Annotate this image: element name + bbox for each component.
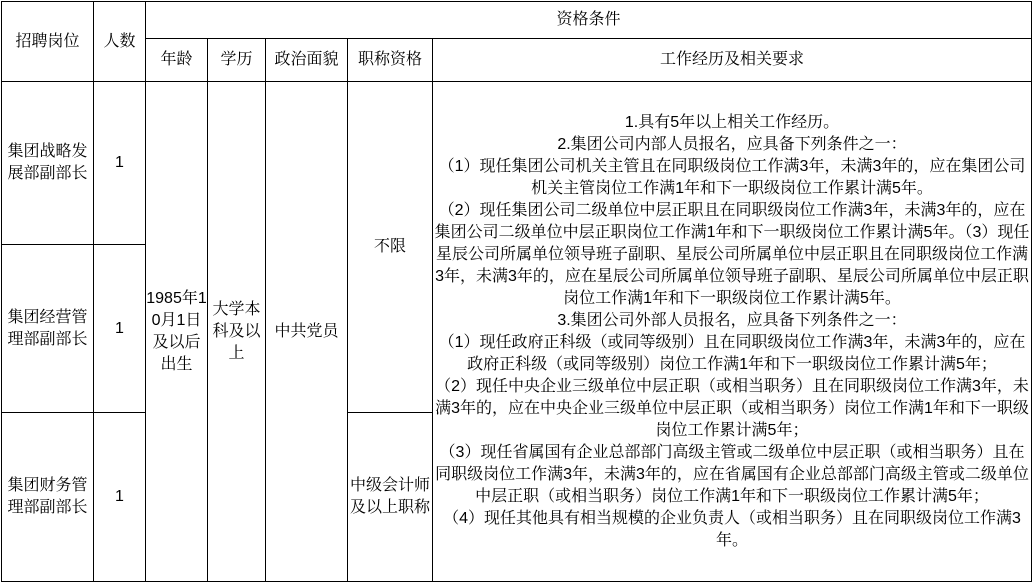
experience-paragraph: （4）现任其他具有相当规模的企业负责人（或相当职务）且在同职级岗位工作满3年。: [443, 509, 1021, 549]
title-qual-cell-rows-1-2: 不限: [348, 82, 433, 413]
position-title-1: 集团战略发展部副部长: [2, 82, 94, 245]
experience-paragraph: 3.集团公司外部人员报名，应具备下列条件之一：: [557, 311, 907, 329]
header-title-qual: 职称资格: [348, 39, 433, 82]
header-qualification: 资格条件: [146, 2, 1032, 39]
header-position: 招聘岗位: [2, 2, 94, 82]
position-count-2: 1: [94, 245, 146, 413]
header-row-2: [2, 39, 1032, 82]
header-experience: 工作经历及相关要求: [433, 39, 1032, 82]
position-title-3: 集团财务管理部副部长: [2, 413, 94, 582]
political-cell: 中共党员: [266, 82, 348, 582]
position-count-1: 1: [94, 82, 146, 245]
experience-cell: [433, 82, 1032, 582]
header-count: 人数: [94, 2, 146, 82]
position-title-2: 集团经营管理部副部长: [2, 245, 94, 413]
recruitment-table: [1, 1, 1032, 582]
experience-paragraph: （3）现任省属国有企业总部部门高级主管或二级单位中层正职（或相当职务）且在同职级岗位工作满3年，未满3年的，应在省属国有企业总部部门高级主管或二级单位中层正职（或相当职务）岗位工作满1年和下一职级岗位工作累计满5年；: [435, 443, 1029, 505]
table-row: [2, 82, 1032, 245]
experience-paragraph: （1）现任集团公司机关主管且在同职级岗位工作满3年，未满3年的，应在集团公司机关主管岗位工作满1年和下一职级岗位工作累计满5年。: [438, 157, 1026, 197]
title-qual-cell-row-3: 中级会计师及以上职称: [348, 413, 433, 582]
experience-paragraph: 2.集团公司内部人员报名，应具备下列条件之一：: [557, 135, 907, 153]
header-row-1: [2, 2, 1032, 39]
age-cell: 1985年10月1日及以后出生: [146, 82, 208, 582]
experience-paragraph: （2）现任中央企业三级单位中层正职（或相当职务）且在同职级岗位工作满3年，未满3年的，应在中央企业三级单位中层正职（或相当职务）岗位工作满1年和下一职级岗位工作累计满5年；: [435, 377, 1029, 439]
experience-paragraph: （2）现任集团公司二级单位中层正职且在同职级岗位工作满3年，未满3年的，应在集团公司二级单位中层正职岗位工作满1年和下一职级岗位工作累计满5年。（3）现任星辰公司所属单位领导班子副职、星辰公司所属单位中层正职且在同职级岗位工作满3年，未满3年的，应在星辰公司所属单位领导班子副职、星辰公司所属单位中层正职岗位工作满1年和下一职级岗位工作累计满5年。: [434, 201, 1030, 307]
experience-paragraph: （1）现任政府正科级（或同等级别）且在同职级岗位工作满3年，未满3年的，应在政府正科级（或同等级别）岗位工作满1年和下一职级岗位工作累计满5年；: [438, 333, 1026, 373]
experience-paragraph: 1.具有5年以上相关工作经历。: [624, 113, 840, 131]
education-cell: 大学本科及以上: [208, 82, 266, 582]
header-political: 政治面貌: [266, 39, 348, 82]
header-age: 年龄: [146, 39, 208, 82]
position-count-3: 1: [94, 413, 146, 582]
header-education: 学历: [208, 39, 266, 82]
